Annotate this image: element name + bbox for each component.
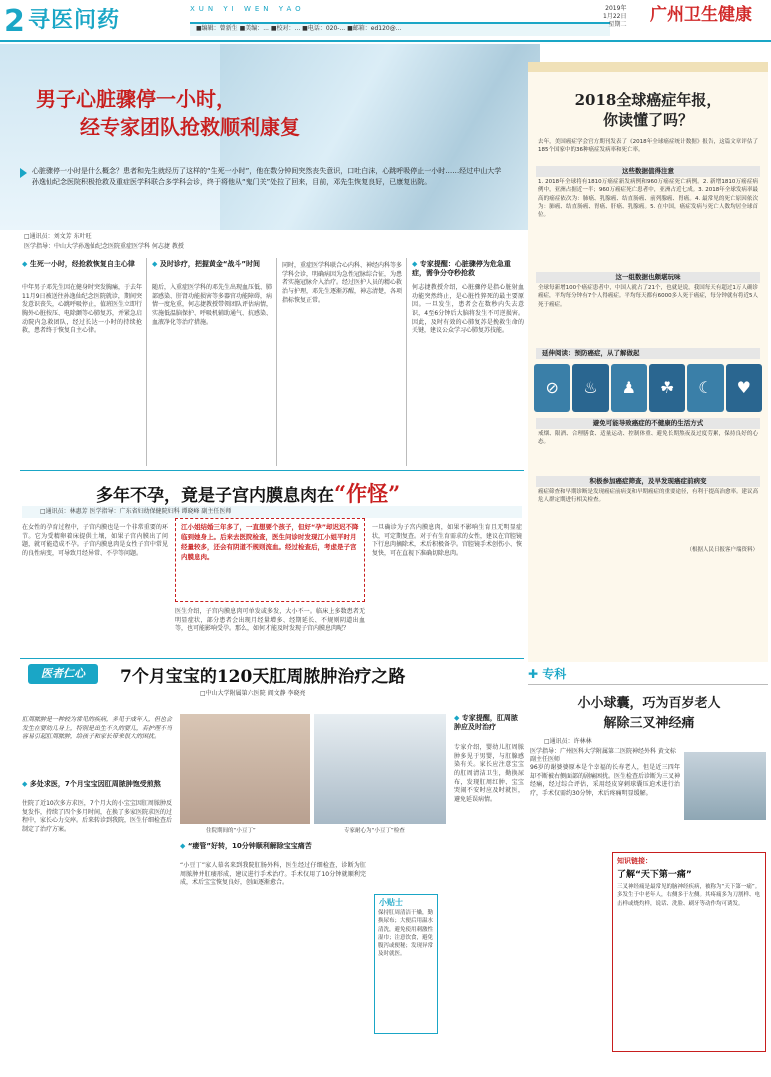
knowledge-header: 知识链接：: [617, 857, 652, 865]
section-title: 寻医问药: [28, 8, 121, 33]
heart-body-3: 同时，重症医学科联合心内科、神经内科等多学科会诊，明确病因为急性冠脉综合征，为患者实施冠脉介入治疗。经过医护人员的精心救治与护理，邓先生逐渐苏醒，神志清楚，各项指标恢复正常。: [282, 262, 403, 304]
specialty-label-text: 专科: [542, 667, 567, 681]
doctor-photo-caption: 专家耐心为“小豆丁”检查: [344, 828, 405, 834]
date-weekday: 星期二: [608, 21, 627, 29]
date-year: 2019年: [605, 5, 627, 12]
baby-sub-2: ◆ “瘘管”好转，10分钟顺利解除宝宝痛苦: [180, 842, 360, 851]
baby-body-2: “小豆丁”家人慕名来到我院肛肠外科，医生经过仔细检查，诊断为肛周脓肿并肛瘘形成，建议进行手术治疗。手术仅用了10分钟就顺利完成，术后宝宝恢复良好，创面逐渐愈合。: [180, 862, 366, 887]
specialty-title-2: 解除三叉神经痛: [603, 715, 695, 731]
cancer-list-4: 戒烟、限酒、合理膳食、适量运动、控制体重、避免长期熬夜及过度劳累，保持良好的心态。: [538, 431, 758, 446]
masthead-rule: [0, 40, 771, 42]
polyp-pull-quote: 江小姐结婚三年多了，一直想要个孩子，但好“孕”却迟迟不降临到她身上。后来去医院检查，医生问诊时发现江小姐平时月经量较多，还会有阴道不规则流血。经过检查后，考虑是子宫内膜息肉。: [175, 518, 365, 602]
heart-story-byline: □通讯员：刘文芳 东叶旺: [24, 233, 92, 240]
cancer-title-2: 你读懂了吗？: [602, 111, 693, 129]
cancer-intro: 去年，美国癌症学会官方期刊发表了《2018年全球癌症统计数据》报告，这篇文章评估了185个国家中的36种癌症发病率和死亡率。: [538, 139, 758, 154]
specialty-title-1: 小小球囊，巧为百岁老人: [577, 696, 721, 711]
polyp-body-1: 在女性的孕育过程中，子宫内膜也是一个非常重要的环节。它为受精卵着床提供土壤，如果子宫内膜出了问题，就可能造成不孕。子宫内膜息肉是女性子宫中常见的良性病变，可导致月经异常、不孕等问题。: [22, 524, 168, 558]
knowledge-body: 三叉神经痛是最常见的脑神经疾病，被称为“天下第一痛”。多发生于中老年人，右侧多于左侧。其疼痛多为刀割样、电击样或烧灼样，说话、洗脸、刷牙等动作均可诱发。: [617, 884, 761, 907]
newspaper-brand: 广州卫生健康: [650, 5, 752, 25]
specialty-title: [544, 694, 754, 733]
baby-sub-1: ◆ 多处求医，7个月宝宝因肛周脓肿饱受煎熬: [22, 780, 172, 789]
page-number: 2: [4, 4, 25, 39]
issue-date: [603, 5, 626, 29]
elderly-patient-photo: [684, 752, 766, 820]
polyp-byline: □通讯员：林惠芳 医学指导：广东省妇幼保健院妇科 谭晓峰 副主任医师: [40, 508, 232, 515]
baby-body-3: 专家介绍，婴幼儿肛周脓肿多见于男婴，与肛腺感染有关。家长应注意宝宝的肛周清洁卫生，勤换尿布，发现肛周红肿、宝宝哭闹不安时应及时就医，避免延误病情。: [454, 744, 524, 804]
baby-photo: [180, 714, 310, 824]
specialty-expert: 医学指导：广州医科大学附属第二医院神经外科 黄文标 副主任医师: [530, 748, 676, 764]
baby-story-lead: 肛周脓肿是一种较为常见的疾病，多见于成年人，但也会发生在婴幼儿身上，特别是出生不久的婴儿，若护理不当容易引起肛周脓肿，给孩子和家长带来很大的困扰。: [22, 716, 173, 741]
diet-icon: ☘: [649, 364, 685, 412]
cancer-box-1: 这些数据值得注意: [536, 166, 760, 177]
cancer-report-panel: [528, 62, 768, 662]
baby-photo-caption: 住院期间的“小豆丁”: [206, 828, 256, 834]
cancer-source: （根据人民日报客户端资料）: [686, 547, 758, 553]
cancer-box-5: 积极参加癌症筛查，及早发现癌症前病变: [536, 476, 760, 487]
cancer-list-2: 全球每新增100个癌症患者中，中国人就占了21个，也就是说，我国每天有超过1万人确诊癌症，平均每分钟有7个人得癌症。平均每天都有6000多人死于癌症，每分钟就有将近5人死于癌症。: [538, 285, 758, 308]
story-divider: [20, 658, 524, 659]
specialty-label: ✚ 专科: [528, 667, 567, 681]
heart-sub-1: ◆ 生死一小时，经抢救恢复自主心律: [22, 260, 142, 269]
specialty-rule: [528, 684, 768, 685]
baby-story-byline: □中山大学附属第六医院 阎文静 李晓亮: [200, 690, 306, 697]
column-divider: [276, 258, 277, 466]
column-divider: [146, 258, 147, 466]
knowledge-link-box: [612, 852, 766, 1052]
polyp-story-title: [96, 480, 400, 508]
polyp-body-2: 医生介绍，子宫内膜息肉可单发或多发，大小不一。临床上多数患者无明显症状，部分患者会出现月经量增多、经期延长、不规则阴道出血等，也可能影响受孕。那么，如何才能及时发现子宫内膜息肉呢？: [175, 608, 365, 633]
no-alcohol-icon: ♨: [572, 364, 608, 412]
heart-story-expert: 医学指导：中山大学孙逸仙纪念医院重症医学科 何志捷 教授: [24, 243, 184, 250]
doctor-heart-tag: 医者仁心: [28, 664, 98, 684]
heart-body-2: 随后，入重症医学科的邓先生出现血压低、肺部感染、肝肾功能损害等多器官功能障碍，病情一度危重，何志捷教授带领团队评估病情，实施低温脑保护、呼吸机辅助通气、抗感染、血液净化等治疗措施。: [152, 284, 273, 326]
heart-body-1: 中年男子邓先生因在健身时突发胸痛，于去年11月9日被送往孙逸仙纪念医院就诊，期间突发意识丧失，心跳呼吸停止，值班医生立即行胸外心脏按压、电除颤等心肺复苏，并紧急启动院内急救团队，经过长达一小时的持续抢救，患者终于恢复自主心律。: [22, 284, 143, 335]
no-smoking-icon: ⊘: [534, 364, 570, 412]
heart-sub-2: ◆ 及时诊疗，把握黄金“战斗”时间: [152, 260, 272, 269]
polyp-title-emphasis: “作怪”: [334, 481, 401, 506]
specialty-body: 96岁的谢婆婆原本是个幸福的长寿老人，但是近三四年却不断被右侧面部的剧痛困扰。医生检查后诊断为三叉神经痛，经过综合评估，采用经皮穿刺球囊压迫术进行治疗，手术仅需约30分钟，术后疼痛明显缓解。: [530, 764, 681, 798]
polyp-title-text: 多年不孕，竟是子宫内膜息肉在: [96, 486, 334, 506]
heart-story-lead: 心脏骤停一小时是什么概念？患者和先生就经历了这样的“生死一小时”，他在数分钟间突然丧失意识，口吐白沫，心跳呼吸停止一小时……经过中山大学孙逸仙纪念医院积极抢救及重症医学科联合多学科会诊，终于将他从“鬼门关”处拉了回来，目前，邓先生恢复良好，已康复出院。: [32, 166, 506, 188]
cancer-box-2: 这一组数据也颇堪玩味: [536, 272, 760, 283]
cancer-box-3: 延伸阅读：预防癌症，从了解做起: [536, 348, 760, 359]
cancer-list-5: 癌症筛查和早期诊断是发现癌症前病变和早期癌症的重要途径，有利于提高治愈率。建议高危人群定期进行相关检查。: [538, 489, 759, 504]
cancer-list-1: 1. 2018年全球将有1810万癌症新发病例和960万癌症死亡病例。2. 新增1810万癌症病例中，亚洲占据近一半；960万癌症死亡患者中，亚洲占近七成。3. 2018年全球发病率最高的癌症依次为：肺癌、乳腺癌、结直肠癌、前列腺癌、胃癌。4. 最常见的死亡原因依次为：肺癌、结直肠癌、胃癌、肝癌、乳腺癌。5. 在中国，癌症发病与死亡人数均居全球首位。: [538, 179, 758, 218]
sleep-icon: ☾: [687, 364, 723, 412]
heart-story-title-2: 经专家团队抢救顺利康复: [80, 115, 300, 139]
knowledge-title: 了解“天下第一痛”: [617, 870, 692, 880]
tips-title: 小贴士: [379, 898, 403, 907]
cancer-title-1: 2018全球癌症年报，: [574, 91, 722, 109]
column-divider: [406, 258, 407, 466]
baby-story-title: 7个月宝宝的120天肛周脓肿治疗之路: [120, 667, 406, 687]
prevention-icons: [534, 364, 762, 412]
story-divider: [20, 470, 524, 471]
heart-body-4: 何志捷教授介绍，心脏骤停是指心脏射血功能突然终止，是心脏性猝死的最主要原因。一旦发生，患者会在数秒内失去意识，4至6分钟后大脑将发生不可逆损害。因此，及时有效的心肺复苏是挽救生命的关键，建议公众学习心肺复苏技能。: [412, 284, 524, 335]
tips-box: [374, 894, 438, 1034]
baby-body-1: 住院了近10次多方求医，7个月大的小宝宝因肛周脓肿反复发作，持续了四个多月时间，在换了多家医院求医的过程中，家长心力交瘁。后来转诊到我院，医生仔细检查后制定了治疗方案。: [22, 800, 173, 834]
baby-sub-3: ◆ 专家提醒，肛周脓肿应及时治疗: [454, 714, 524, 733]
masthead: [0, 0, 771, 42]
exercise-icon: ♟: [611, 364, 647, 412]
specialty-byline: □通讯员：许林林: [544, 738, 592, 745]
heart-story-hero: [0, 44, 540, 230]
panel-band: [528, 62, 768, 72]
heart-health-icon: ♥: [726, 364, 762, 412]
cancer-box-4: 避免可能导致癌症的不健康的生活方式: [536, 418, 760, 429]
heart-story-title-1: 男子心脏骤停一小时，: [36, 87, 236, 111]
doctor-exam-photo: [314, 714, 446, 824]
section-pinyin: XUN YI WEN YAO: [190, 5, 305, 13]
heart-sub-3: ◆ 专家提醒：心脏骤停为危急重症，需争分夺秒抢救: [412, 260, 524, 279]
editor-meta: ■编辑：曾新生 ■美编：... ■校对：... ■电话：020-... ■邮箱：ed120@...: [196, 25, 402, 32]
tips-body: 保持肛周清洁干燥，勤换尿布；大便后用温水清洗，避免使用刺激性湿巾；注意饮食，避免腹泻或便秘；发现异常及时就医。: [378, 910, 434, 958]
date-day: 1月22日: [603, 13, 627, 21]
polyp-body-3: 一旦确诊为子宫内膜息肉，如果不影响生育且无明显症状，可定期复查。对于有生育需求的女性，建议在宫腔镜下行息肉摘除术，术后积极备孕。宫腔镜手术创伤小、恢复快，可在直视下准确切除息肉。: [372, 524, 523, 558]
